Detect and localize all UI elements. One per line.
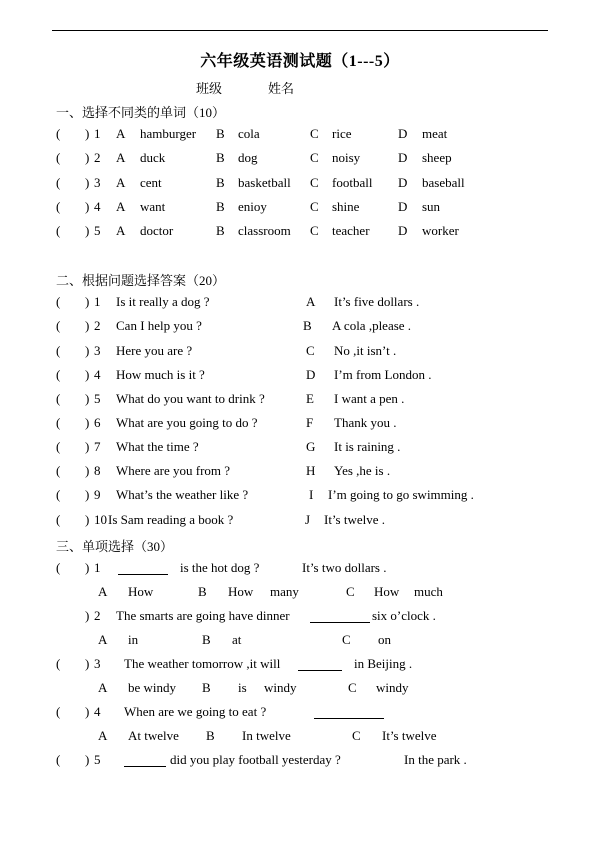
question-text: When are we going to eat ? [124, 704, 267, 719]
match-row [56, 415, 580, 433]
answer-letter: G [306, 439, 316, 454]
answer-letter: B [303, 318, 312, 333]
question-text: How much is it ? [116, 367, 205, 382]
option-c-text: noisy [332, 150, 361, 165]
paren-left: ( [56, 656, 61, 671]
answer-letter: H [306, 463, 316, 478]
question-tail: In the park . [404, 752, 467, 767]
paren-left: ( [56, 415, 61, 430]
option-b-text-2: many [270, 584, 299, 599]
option-a-text: How [128, 584, 154, 599]
match-row [56, 487, 580, 505]
option-c-letter: C [348, 680, 357, 695]
question-number: 1 [94, 560, 101, 575]
question-text: is the hot dog ? [180, 560, 260, 575]
option-c-text: It’s twelve [382, 728, 437, 743]
paren-right: ) [85, 415, 90, 430]
option-a-letter: A [116, 223, 126, 238]
question-number: 9 [94, 487, 101, 502]
option-c-letter: C [310, 126, 319, 141]
class-label: 班级 [196, 81, 223, 96]
paren-right: ) [85, 752, 90, 767]
paren-right: ) [85, 199, 90, 214]
paren-right: ) [85, 150, 90, 165]
answer-letter: A [306, 294, 316, 309]
option-b-letter: B [198, 584, 207, 599]
paren-left: ( [56, 318, 61, 333]
word-choice-row [56, 175, 580, 193]
option-d-text: sheep [422, 150, 452, 165]
paren-left: ( [56, 752, 61, 767]
paren-left: ( [56, 367, 61, 382]
paren-right: ) [85, 656, 90, 671]
option-b-text: enioy [238, 199, 267, 214]
paren-left: ( [56, 294, 61, 309]
question-text: The weather tomorrow ,it will [124, 656, 281, 671]
match-row [56, 343, 580, 361]
answer-text: It is raining . [334, 439, 401, 454]
option-a-letter: A [98, 728, 108, 743]
question-text: Here you are ? [116, 343, 193, 358]
paren-right: ) [85, 439, 90, 454]
answer-letter: J [305, 512, 311, 527]
option-a-letter: A [116, 199, 126, 214]
question-text: Can I help you ? [116, 318, 202, 333]
option-b-text: In twelve [242, 728, 291, 743]
question-number: 7 [94, 439, 101, 454]
option-c-text: on [378, 632, 391, 647]
question-text: did you play football yesterday ? [170, 752, 341, 767]
question-number: 3 [94, 343, 101, 358]
option-c-text: rice [332, 126, 352, 141]
answer-text: Thank you . [334, 415, 397, 430]
option-d-text: sun [422, 199, 441, 214]
answer-text: It’s twelve . [324, 512, 386, 527]
option-d-text: meat [422, 126, 448, 141]
mc-options-2 [56, 632, 580, 650]
option-a-letter: A [116, 175, 126, 190]
paren-right: ) [85, 367, 90, 382]
question-text: Is it really a dog ? [116, 294, 210, 309]
answer-text: A cola ,please . [332, 318, 412, 333]
option-b-letter: B [216, 199, 225, 214]
mc-question-3 [56, 656, 580, 674]
answer-letter: F [306, 415, 314, 430]
word-choice-row [56, 199, 580, 217]
option-c-text: shine [332, 199, 360, 214]
option-a-text: At twelve [128, 728, 179, 743]
paren-right: ) [85, 318, 90, 333]
match-row [56, 367, 580, 385]
option-b-text: basketball [238, 175, 291, 190]
question-number: 3 [94, 175, 101, 190]
answer-text: No ,it isn’t . [334, 343, 397, 358]
option-b-letter: B [216, 175, 225, 190]
option-c-text: windy [376, 680, 409, 695]
option-d-letter: D [398, 199, 408, 214]
paren-right: ) [85, 175, 90, 190]
option-c-letter: C [310, 223, 319, 238]
option-b-letter: B [206, 728, 215, 743]
option-c-text: How [374, 584, 400, 599]
mc-question-4 [56, 704, 580, 722]
answer-text: Yes ,he is . [334, 463, 391, 478]
option-b-text: at [232, 632, 242, 647]
question-number: 4 [94, 199, 101, 214]
mc-question-2 [56, 608, 580, 626]
question-tail: It’s two dollars . [302, 560, 387, 575]
option-d-text: worker [422, 223, 459, 238]
word-choice-row [56, 223, 580, 241]
option-c-text: teacher [332, 223, 370, 238]
question-text: What the time ? [116, 439, 199, 454]
top-rule [52, 30, 548, 31]
option-c-text-2: much [414, 584, 443, 599]
option-b-letter: B [216, 126, 225, 141]
word-choice-row [56, 150, 580, 168]
option-d-letter: D [398, 126, 408, 141]
option-b-text-2: windy [264, 680, 297, 695]
section3-heading: 三、单项选择（30） [56, 539, 174, 554]
match-row [56, 512, 580, 530]
page-title: 六年级英语测试题（1---5） [200, 53, 400, 70]
answer-text: I’m from London . [334, 367, 432, 382]
paren-left: ( [56, 512, 61, 527]
option-d-letter: D [398, 223, 408, 238]
paren-left: ( [56, 343, 61, 358]
paren-left: ( [56, 463, 61, 478]
question-text: Is Sam reading a book ? [108, 512, 234, 527]
question-text: What are you going to do ? [116, 415, 258, 430]
question-number: 4 [94, 704, 101, 719]
option-c-letter: C [310, 175, 319, 190]
question-text: Where are you from ? [116, 463, 231, 478]
paren-left: ( [56, 126, 61, 141]
paren-right: ) [85, 608, 90, 623]
option-c-letter: C [346, 584, 355, 599]
paren-right: ) [85, 343, 90, 358]
option-d-letter: D [398, 175, 408, 190]
paren-right: ) [85, 223, 90, 238]
question-number: 8 [94, 463, 101, 478]
name-label: 姓名 [268, 81, 295, 96]
answer-letter: I [309, 487, 314, 502]
question-number: 3 [94, 656, 101, 671]
question-number: 2 [94, 150, 101, 165]
section2-heading: 二、根据问题选择答案（20） [56, 273, 226, 288]
option-b-text: is [238, 680, 247, 695]
option-a-letter: A [116, 126, 126, 141]
match-row [56, 439, 580, 457]
question-number: 6 [94, 415, 101, 430]
answer-blank[interactable] [118, 562, 168, 575]
question-number: 5 [94, 391, 101, 406]
option-a-text: be windy [128, 680, 177, 695]
option-a-letter: A [98, 632, 108, 647]
option-d-letter: D [398, 150, 408, 165]
paren-right: ) [85, 704, 90, 719]
option-c-letter: C [352, 728, 361, 743]
option-b-letter: B [202, 632, 211, 647]
paren-left: ( [56, 150, 61, 165]
question-number: 5 [94, 223, 101, 238]
option-a-text: want [140, 199, 166, 214]
answer-text: It’s five dollars . [334, 294, 420, 309]
question-text: The smarts are going have dinner [116, 608, 290, 623]
question-text-after: six o’clock . [372, 608, 436, 623]
match-row [56, 318, 580, 336]
option-c-letter: C [310, 150, 319, 165]
paren-left: ( [56, 560, 61, 575]
option-b-text: How [228, 584, 254, 599]
option-b-letter: B [202, 680, 211, 695]
answer-blank[interactable] [298, 658, 342, 671]
answer-letter: E [306, 391, 314, 406]
option-a-text: cent [140, 175, 162, 190]
paren-right: ) [85, 391, 90, 406]
match-row [56, 294, 580, 312]
paren-left: ( [56, 223, 61, 238]
option-c-letter: C [342, 632, 351, 647]
question-text: What’s the weather like ? [116, 487, 249, 502]
option-a-text: in [128, 632, 139, 647]
paren-right: ) [85, 463, 90, 478]
word-choice-row [56, 126, 580, 144]
answer-text: I want a pen . [334, 391, 405, 406]
mc-question-5 [56, 752, 580, 770]
answer-letter: D [306, 367, 316, 382]
paren-right: ) [85, 487, 90, 502]
paren-right: ) [85, 560, 90, 575]
option-b-letter: B [216, 150, 225, 165]
question-number: 4 [94, 367, 101, 382]
paren-right: ) [85, 126, 90, 141]
mc-question-1 [56, 560, 580, 578]
option-c-letter: C [310, 199, 319, 214]
option-a-letter: A [98, 680, 108, 695]
mc-options-3 [56, 680, 580, 698]
question-number: 2 [94, 318, 101, 333]
option-a-text: duck [140, 150, 166, 165]
answer-text: I’m going to go swimming . [328, 487, 474, 502]
question-number: 5 [94, 752, 101, 767]
option-b-text: dog [238, 150, 258, 165]
mc-options-4 [56, 728, 580, 746]
paren-left: ( [56, 391, 61, 406]
paren-left: ( [56, 175, 61, 190]
answer-blank[interactable] [124, 754, 166, 767]
answer-letter: C [306, 343, 315, 358]
match-row [56, 391, 580, 409]
paren-right: ) [85, 512, 90, 527]
paren-left: ( [56, 704, 61, 719]
option-a-text: hamburger [140, 126, 197, 141]
mc-options-1 [56, 584, 580, 602]
answer-blank[interactable] [310, 610, 370, 623]
paren-left: ( [56, 439, 61, 454]
answer-blank[interactable] [314, 706, 384, 719]
option-b-text: classroom [238, 223, 291, 238]
paren-left: ( [56, 199, 61, 214]
question-text: What do you want to drink ? [116, 391, 265, 406]
question-number: 1 [94, 126, 101, 141]
option-a-letter: A [116, 150, 126, 165]
option-b-letter: B [216, 223, 225, 238]
match-row [56, 463, 580, 481]
question-number: 10 [94, 512, 107, 527]
option-d-text: baseball [422, 175, 465, 190]
question-text-after: in Beijing . [354, 656, 413, 671]
option-c-text: football [332, 175, 373, 190]
question-number: 1 [94, 294, 101, 309]
paren-left: ( [56, 487, 61, 502]
section1-heading: 一、选择不同类的单词（10） [56, 105, 226, 120]
option-a-letter: A [98, 584, 108, 599]
question-number: 2 [94, 608, 101, 623]
option-b-text: cola [238, 126, 260, 141]
option-a-text: doctor [140, 223, 174, 238]
paren-right: ) [85, 294, 90, 309]
